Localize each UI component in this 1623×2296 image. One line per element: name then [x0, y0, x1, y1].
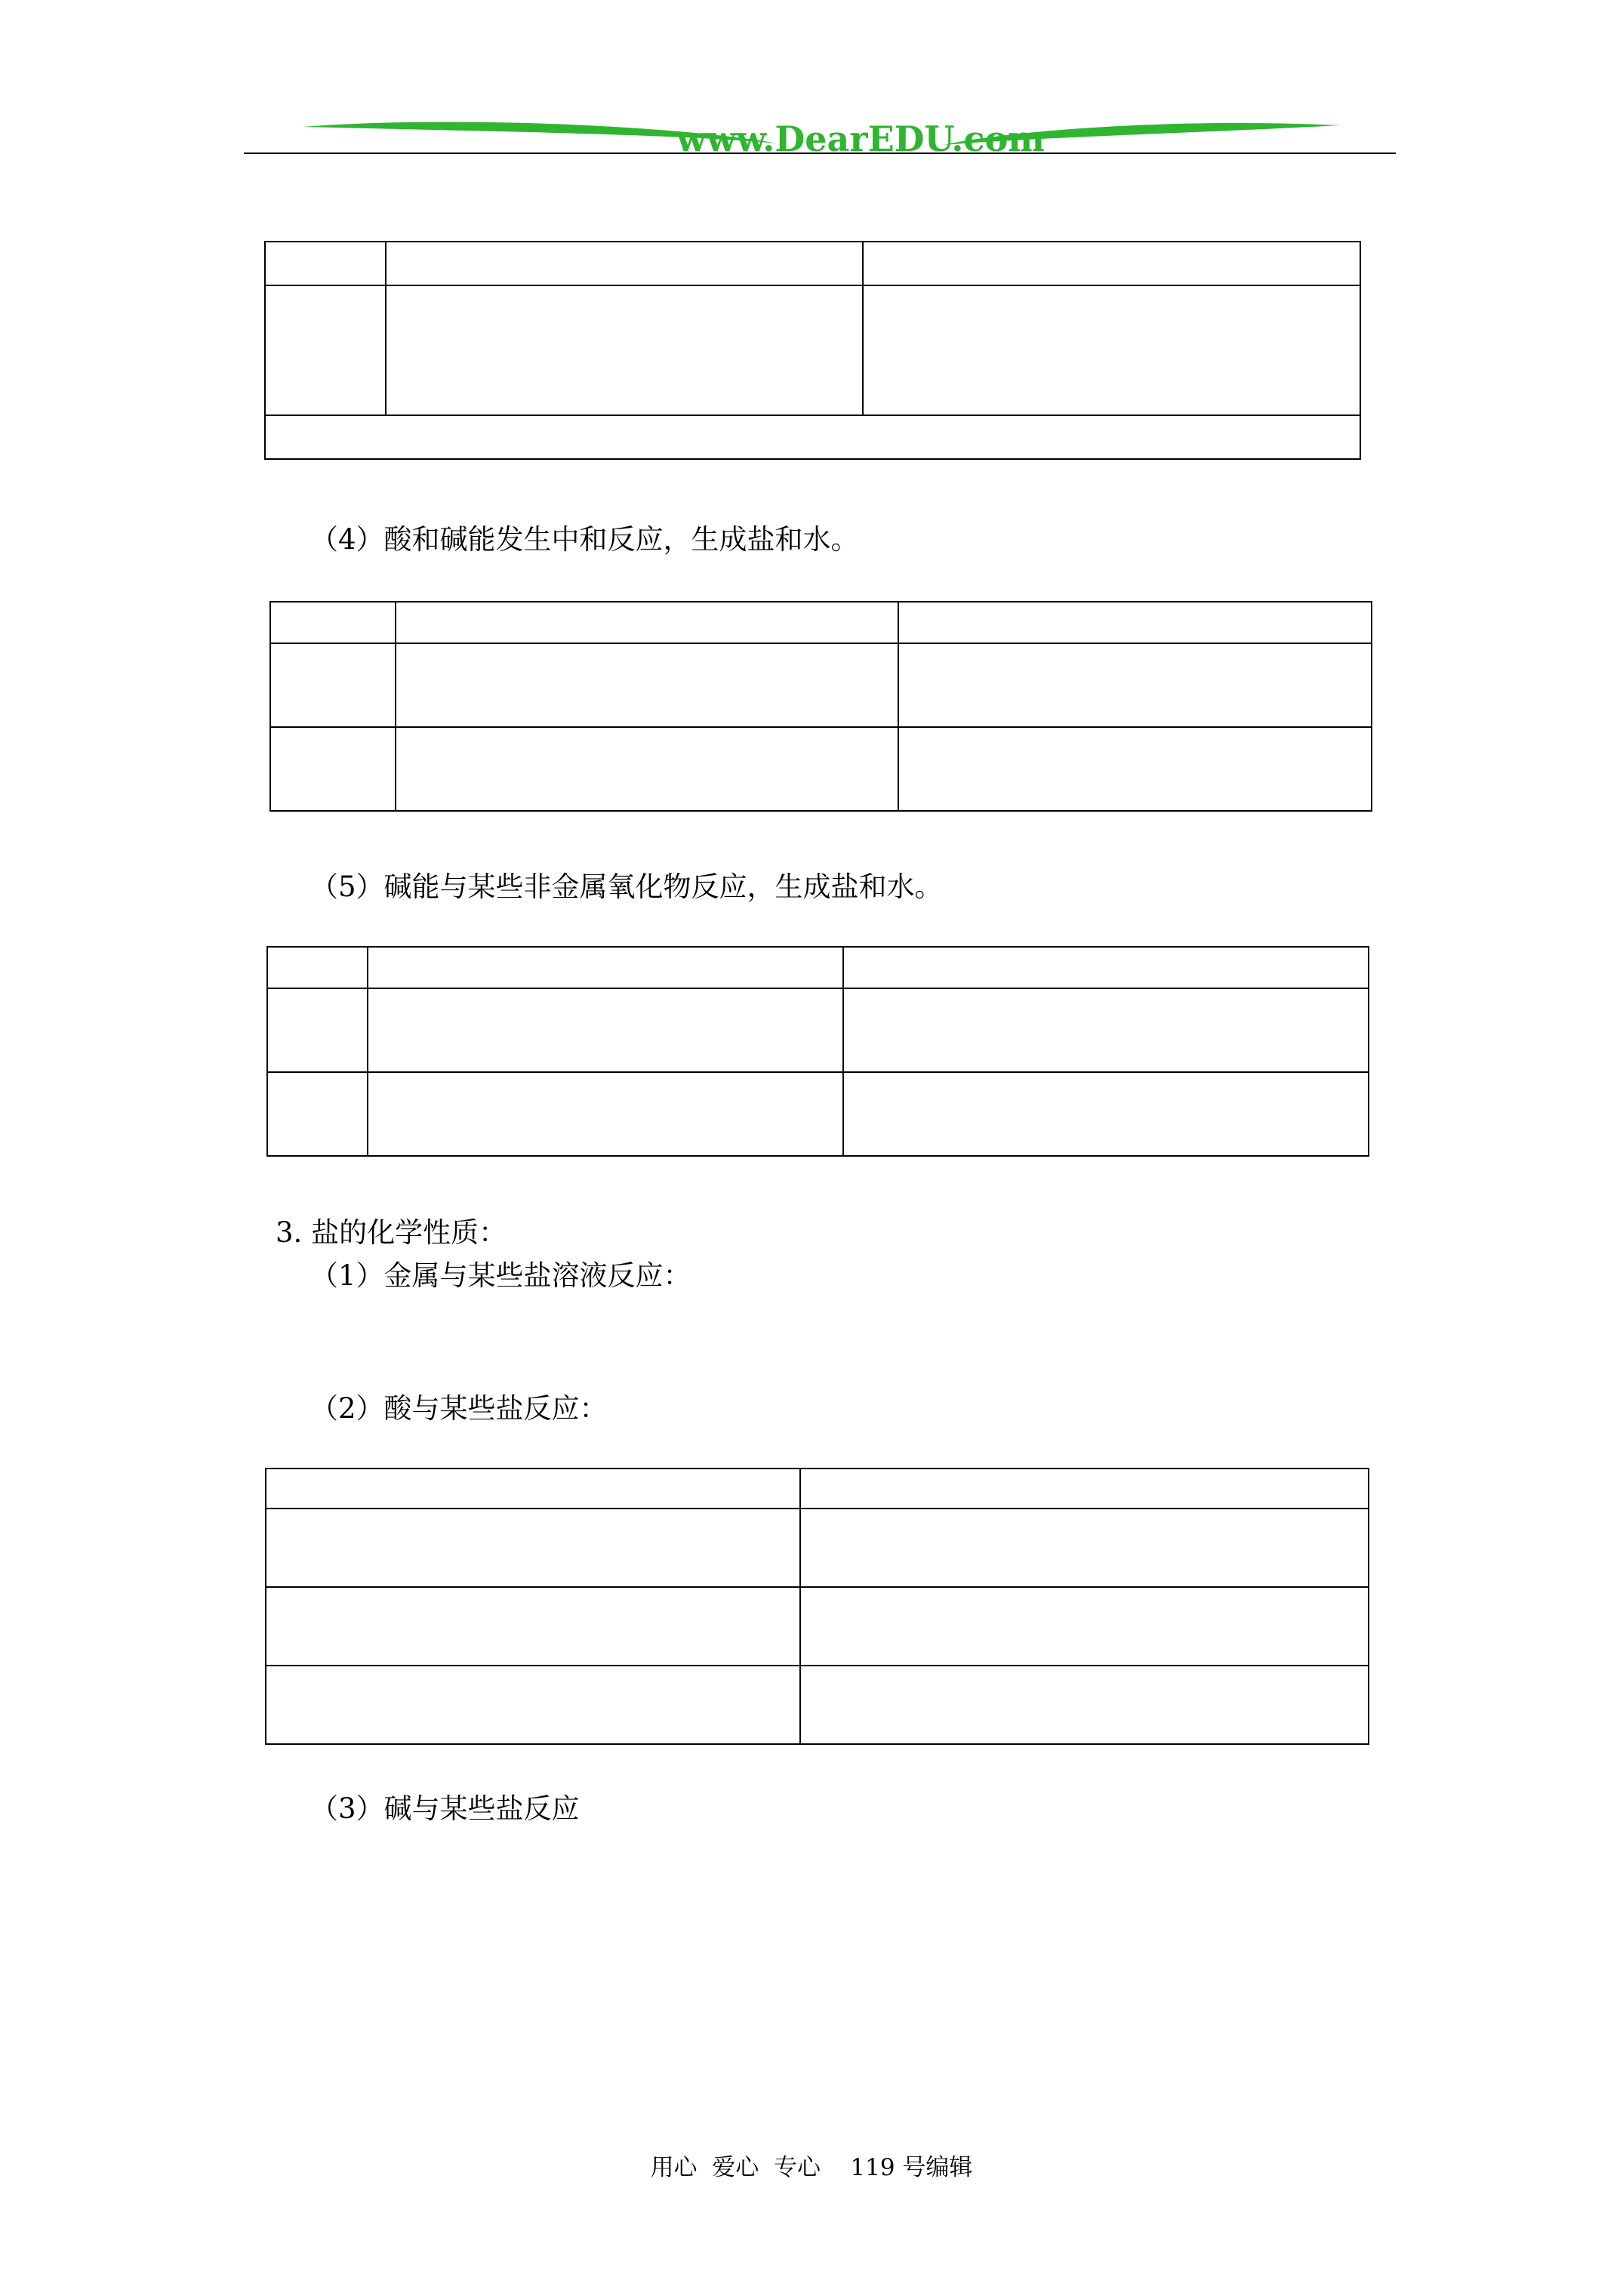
- table-cell: [265, 415, 1360, 459]
- section-acid-salt-reaction: （2）酸与某些盐反应：: [310, 1392, 608, 1425]
- table-cell: [267, 947, 368, 988]
- table-row: [265, 242, 1360, 285]
- table-cell: [396, 727, 898, 811]
- table-cell: [800, 1666, 1369, 1744]
- table-cell: [270, 643, 396, 727]
- table-neutralization: [269, 601, 1372, 812]
- table-cell: [270, 602, 396, 643]
- table-cell: [386, 242, 863, 285]
- table-row: [266, 1666, 1369, 1744]
- table-cell: [265, 285, 386, 415]
- table-cell: [266, 1587, 800, 1666]
- table-row: [267, 947, 1369, 988]
- table-base-nonmetal-oxide: [266, 946, 1369, 1157]
- table-cell: [898, 602, 1372, 643]
- section-metal-salt-reaction: （1）金属与某些盐溶液反应：: [310, 1259, 691, 1292]
- section-base-nonmetal-oxide: （5）碱能与某些非金属氧化物反应，生成盐和水。: [310, 871, 943, 903]
- table-cell: [368, 947, 843, 988]
- table-row: [270, 727, 1372, 811]
- table-row: [270, 643, 1372, 727]
- page-footer: 用心 爱心 专心 119 号编辑: [650, 2154, 973, 2181]
- table-cell: [863, 242, 1360, 285]
- table-cell: [266, 1469, 800, 1509]
- table-cell: [368, 1072, 843, 1156]
- header-rule: [244, 153, 1396, 154]
- dearedu-logo: [294, 112, 1344, 163]
- section-acid-base-neutralization: （4）酸和碱能发生中和反应，生成盐和水。: [310, 523, 859, 556]
- table-row: [267, 1072, 1369, 1156]
- table-cell: [266, 1509, 800, 1587]
- table-cell: [265, 242, 386, 285]
- table-cell: [800, 1509, 1369, 1587]
- table-cell: [898, 727, 1372, 811]
- table-row: [266, 1509, 1369, 1587]
- table-row: [266, 1587, 1369, 1666]
- table-cell: [800, 1469, 1369, 1509]
- table-cell: [396, 643, 898, 727]
- section-salt-heading: 3. 盐的化学性质：: [276, 1216, 507, 1249]
- logo-text: www.DearEDU.com: [676, 119, 1045, 159]
- table-cell: [270, 727, 396, 811]
- table-row: [265, 415, 1360, 459]
- table-cell: [843, 947, 1369, 988]
- table-row: [270, 602, 1372, 643]
- table-row: [266, 1469, 1369, 1509]
- section-base-salt-reaction: （3）碱与某些盐反应: [310, 1792, 580, 1825]
- table-cell: [267, 988, 368, 1072]
- table-cell: [267, 1072, 368, 1156]
- table-cell: [843, 988, 1369, 1072]
- table-row: [267, 988, 1369, 1072]
- table-cell: [266, 1666, 800, 1744]
- table-continued: [264, 241, 1361, 460]
- table-cell: [898, 643, 1372, 727]
- table-cell: [800, 1587, 1369, 1666]
- table-cell: [386, 285, 863, 415]
- table-cell: [843, 1072, 1369, 1156]
- table-cell: [368, 988, 843, 1072]
- table-acid-salt: [265, 1468, 1369, 1745]
- table-cell: [396, 602, 898, 643]
- table-cell: [863, 285, 1360, 415]
- table-row: [265, 285, 1360, 415]
